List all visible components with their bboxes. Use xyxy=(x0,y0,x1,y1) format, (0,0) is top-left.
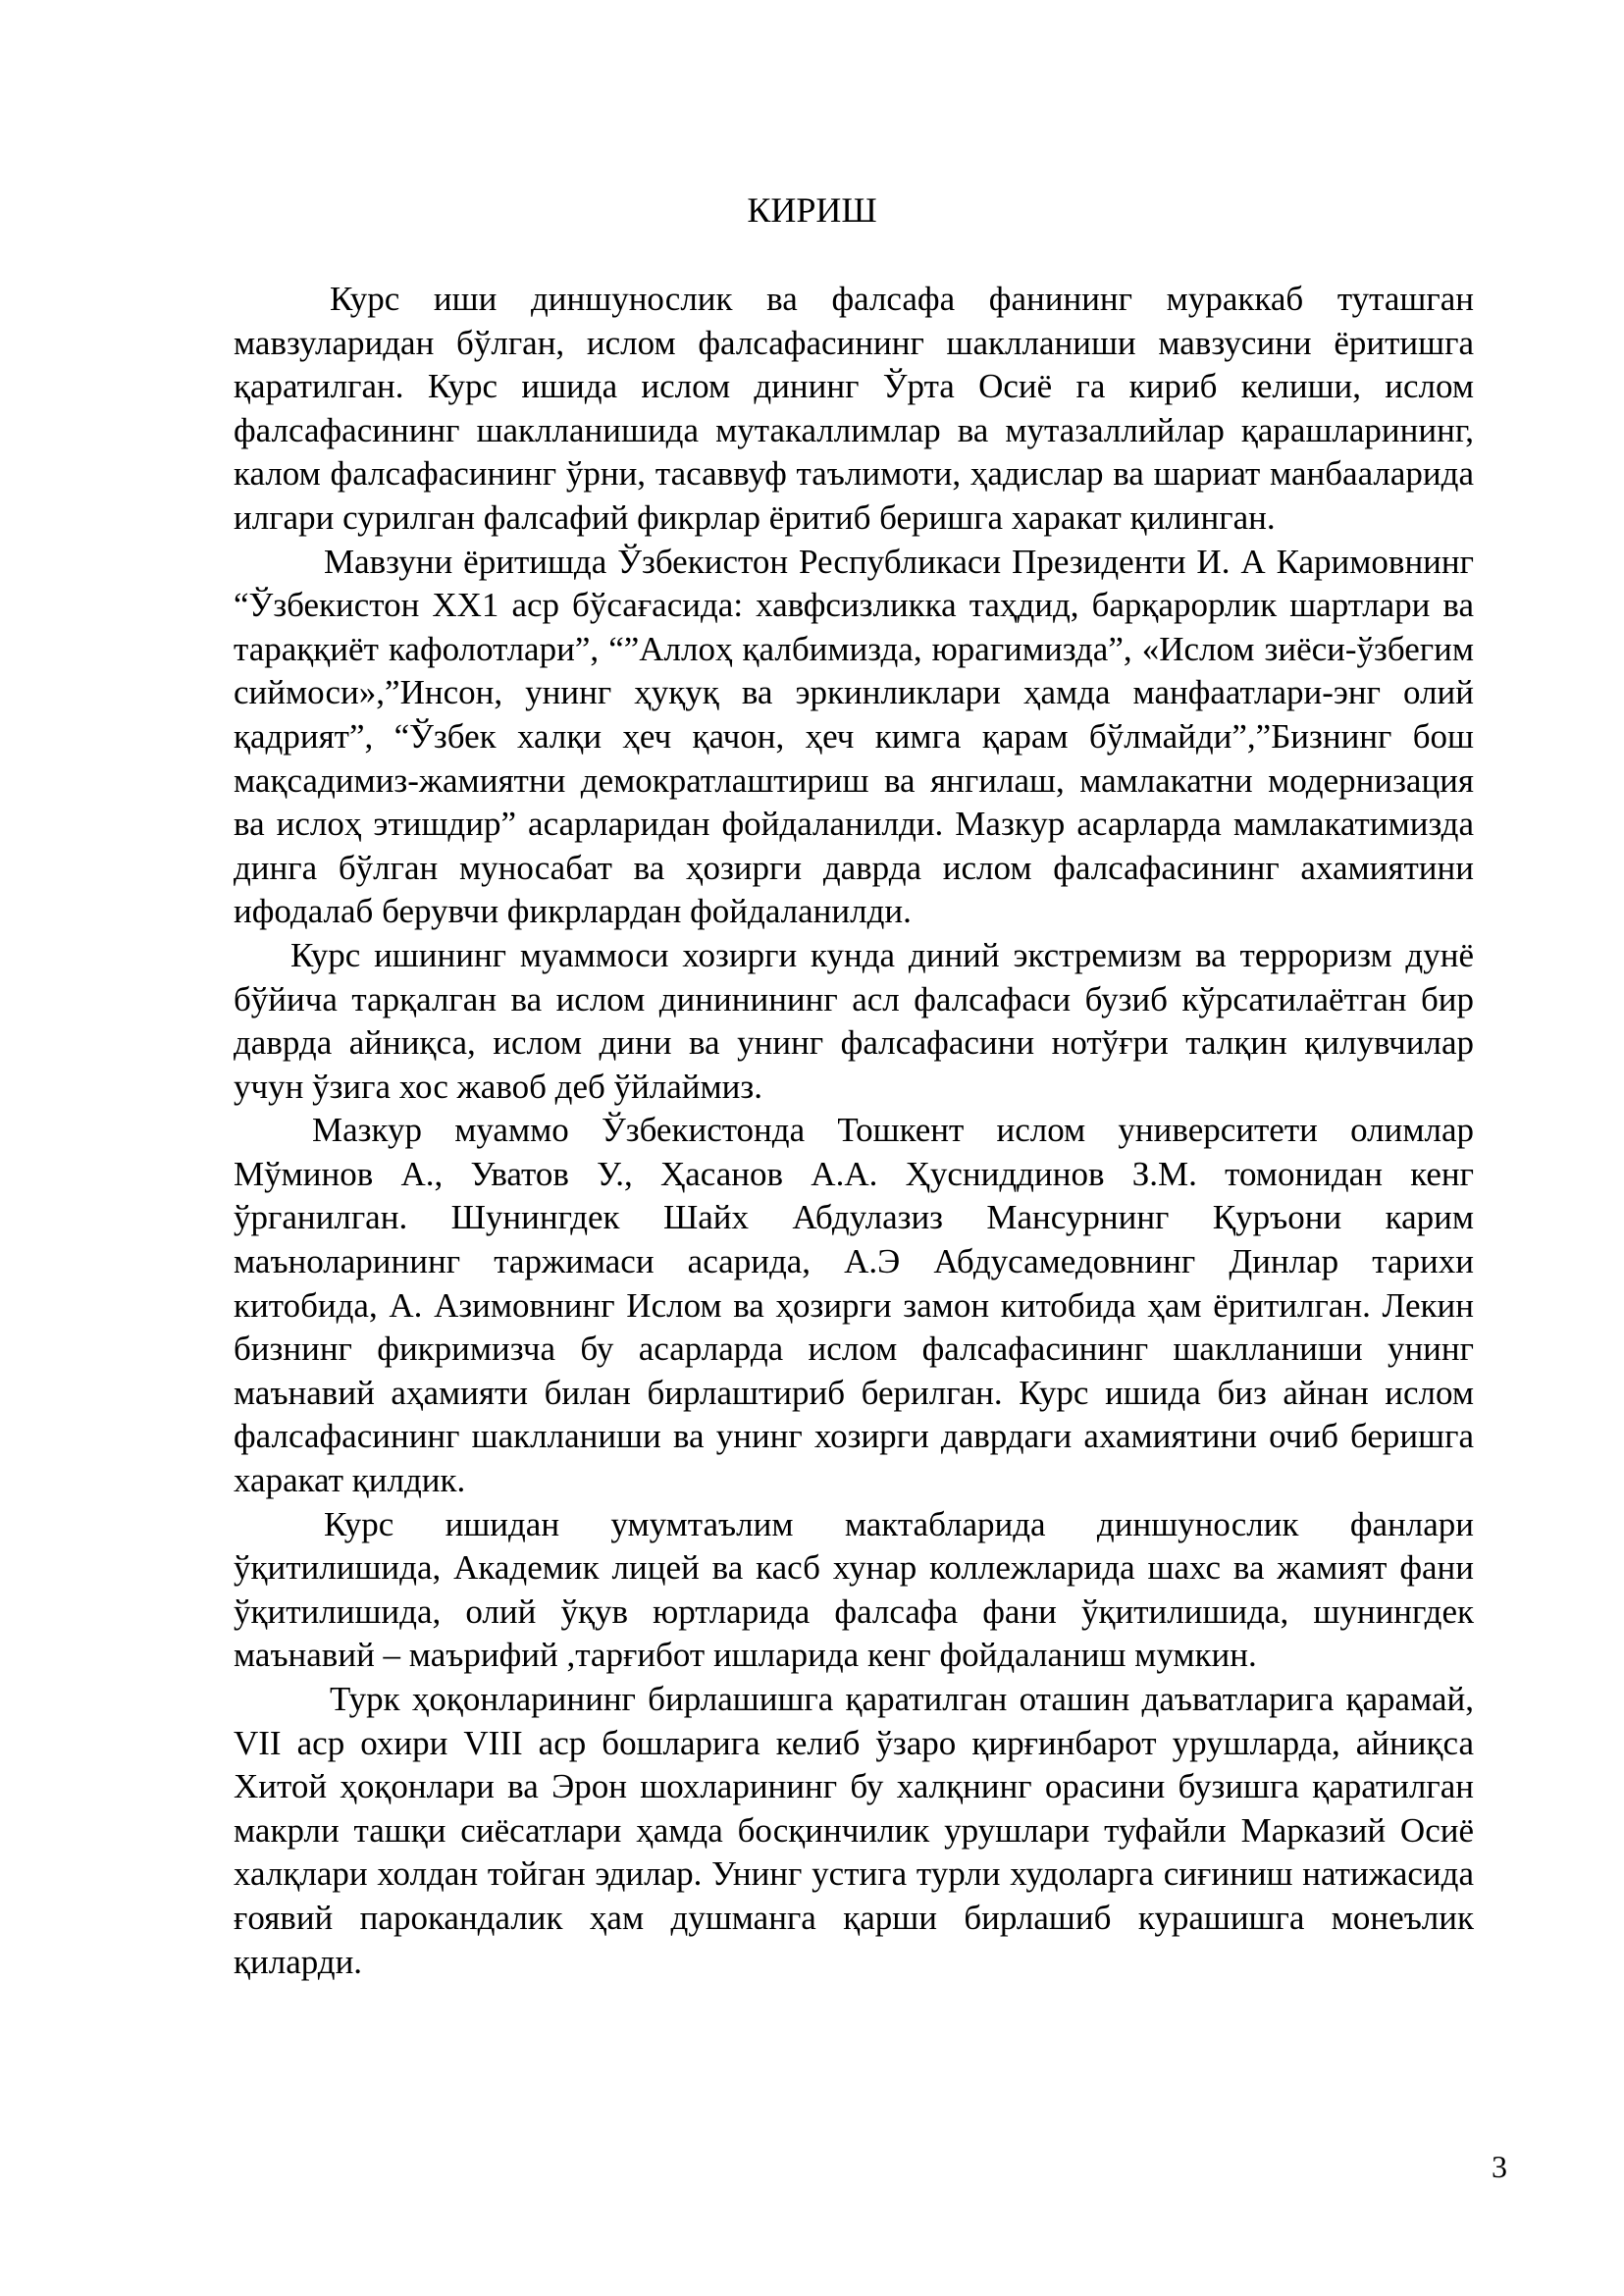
paragraph-history: Турк ҳоқонларининг бирлашишга қаратилган оташин даъватларига қарамай, VII аср охири VIII аср бошларига келиб ўзаро қирғинбарот урушларда, айниқса Хитой ҳоқонлари ва Эрон шохларининг бу халқнинг орасини бузишга қаратилган макрли ташқи сиёсатлари ҳамда босқинчилик урушлари туфайли Марказий Осиё халқлари холдан тойган эдилар. Унинг устига турли худоларга сиғиниш натижасида ғоявий парокандалик ҳам душманга қарши бирлашиб курашишга монеълик қиларди. xyxy=(234,1680,1474,1981)
section-title: КИРИШ xyxy=(747,190,877,230)
paragraph-problem: Курс ишининг муаммоси хозирги кунда диний экстремизм ва терроризм дунё бўйича тарқалган ва ислом дининининг асл фалсафаси бузиб кўрсатилаётган бир даврда айниқса, ислом дини ва унинг фалсафасини нотўғри талқин қилувчилар учун ўзига хос жавоб деб ўйлаймиз. xyxy=(234,935,1474,1106)
body-text xyxy=(234,278,1474,1984)
paragraph-sources: Мавзуни ёритишда Ўзбекистон Республикаси Президенти И. А Каримовнинг “Ўзбекистон XX1 аср бўсағасида: хавфсизликка таҳдид, барқарорлик шартлари ва тараққиёт кафолотлари”, “”Аллоҳ қалбимизда, юрагимизда”, «Ислом зиёси-ўзбегим сиймоси»,”Инсон, унинг ҳуқуқ ва эркинликлари ҳамда манфаатлари-энг олий қадрият”, “Ўзбек халқи ҳеч қачон, ҳеч кимга қарам бўлмайди”,”Бизнинг бош мақсадимиз-жамиятни демократлаштириш ва янгилаш, мамлакатни модернизация ва ислоҳ этишдир” асарларидан фойдаланилди. Мазкур асарларда мамлакатимизда динга бўлган муносабат ва ҳозирги даврда ислом фалсафасининг ахамиятини ифодалаб берувчи фикрлардан фойдаланилди. xyxy=(234,542,1474,931)
paragraph-literature: Мазкур муаммо Ўзбекистонда Тошкент ислом университети олимлар Мўминов А., Уватов У., Ҳасанов А.А. Ҳусниддинов З.М. томонидан кенг ўрганилган. Шунингдек Шайх Абдулазиз Мансурнинг Қуръони карим маъноларининг таржимаси асарида, А.Э Абдусамедовнинг Динлар тарихи китобида, А. Азимовнинг Ислом ва ҳозирги замон китобида ҳам ёритилган. Лекин бизнинг фикримизча бу асарларда ислом фалсафасининг шаклланиши унинг маънавий аҳамияти билан бирлаштириб берилган. Курс ишида биз айнан ислом фалсафасининг шаклланиши ва унинг хозирги даврдаги ахамиятини очиб беришга харакат қилдик. xyxy=(234,1111,1474,1500)
paragraph-application: Курс ишидан умумтаълим мактабларида диншунослик фанлари ўқитилишида, Академик лицей ва касб хунар коллежларида шахс ва жамият фани ўқитилишида, олий ўқув юртларида фалсафа фани ўқитилишида, шунингдек маънавий – маърифий ,тарғибот ишларида кенг фойдаланиш мумкин. xyxy=(234,1504,1474,1675)
paragraph-intro: Курс иши диншунослик ва фалсафа фанининг мураккаб туташган мавзуларидан бўлган, ислом фалсафасининг шаклланиши мавзусини ёритишга қаратилган. Курс ишида ислом дининг Ўрта Осиё га кириб келиши, ислом фалсафасининг шаклланишида мутакаллимлар ва мутазаллийлар қарашларининг, калом фалсафасининг ўрни, тасаввуф таълимоти, ҳадислар ва шариат манбааларида илгари сурилган фалсафий фикрлар ёритиб беришга харакат қилинган. xyxy=(234,280,1474,537)
page-number: 3 xyxy=(1492,2149,1507,2184)
